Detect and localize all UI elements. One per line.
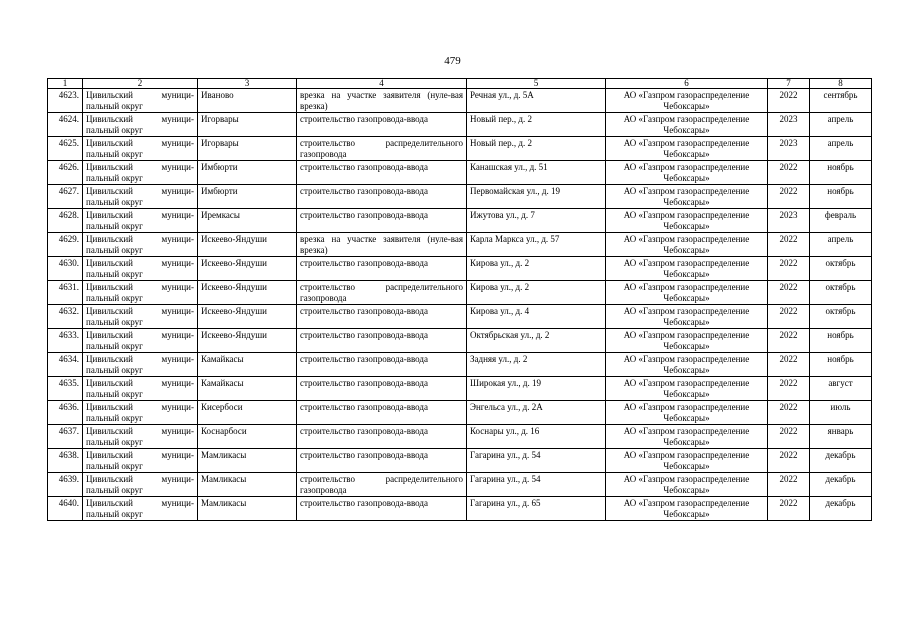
year-cell: 2022 [768,353,810,377]
month-cell: ноябрь [810,329,872,353]
work-type-cell: строительство газопровода-ввода [297,305,467,329]
column-header: 4 [297,79,467,89]
settlement-cell: Искеево-Яндуши [198,233,297,257]
settlement-cell: Мамликасы [198,449,297,473]
table-row [48,185,872,209]
organization-cell: АО «Газпром газораспределение Чебоксары» [606,233,768,257]
organization-cell: АО «Газпром газораспределение Чебоксары» [606,185,768,209]
table-row [48,281,872,305]
work-type-cell: строительство распределительного газопровода [297,473,467,497]
month-cell: апрель [810,233,872,257]
address-cell: Кирова ул., д. 2 [467,281,606,305]
row-number-cell: 4636. [48,401,83,425]
year-cell: 2022 [768,233,810,257]
work-type-cell: врезка на участке заявителя (нуле-вая врезка) [297,233,467,257]
year-cell: 2022 [768,305,810,329]
settlement-cell: Игорвары [198,137,297,161]
table-row [48,209,872,233]
month-cell: ноябрь [810,185,872,209]
table-row [48,473,872,497]
organization-cell: АО «Газпром газораспределение Чебоксары» [606,473,768,497]
row-number-cell: 4627. [48,185,83,209]
organization-cell: АО «Газпром газораспределение Чебоксары» [606,305,768,329]
organization-cell: АО «Газпром газораспределение Чебоксары» [606,113,768,137]
settlement-cell: Кисербоси [198,401,297,425]
address-cell: Новый пер., д. 2 [467,137,606,161]
district-cell: Цивильский муници-пальный округ [83,497,198,521]
month-cell: январь [810,425,872,449]
table-row [48,425,872,449]
organization-cell: АО «Газпром газораспределение Чебоксары» [606,329,768,353]
work-type-cell: строительство газопровода-ввода [297,425,467,449]
year-cell: 2022 [768,497,810,521]
work-type-cell: строительство распределительного газопровода [297,281,467,305]
year-cell: 2022 [768,89,810,113]
year-cell: 2022 [768,425,810,449]
work-type-cell: строительство газопровода-ввода [297,257,467,281]
address-cell: Гагарина ул., д. 54 [467,473,606,497]
organization-cell: АО «Газпром газораспределение Чебоксары» [606,377,768,401]
table-row [48,449,872,473]
district-cell: Цивильский муници-пальный округ [83,281,198,305]
district-cell: Цивильский муници-пальный округ [83,425,198,449]
settlement-cell: Игорвары [198,113,297,137]
row-number-cell: 4623. [48,89,83,113]
organization-cell: АО «Газпром газораспределение Чебоксары» [606,257,768,281]
settlement-cell: Иваново [198,89,297,113]
table-row [48,257,872,281]
district-cell: Цивильский муници-пальный округ [83,89,198,113]
page-number: 479 [444,55,461,67]
row-number-cell: 4634. [48,353,83,377]
month-cell: ноябрь [810,161,872,185]
district-cell: Цивильский муници-пальный округ [83,113,198,137]
row-number-cell: 4635. [48,377,83,401]
work-type-cell: строительство газопровода-ввода [297,497,467,521]
address-cell: Канашская ул., д. 51 [467,161,606,185]
month-cell: ноябрь [810,353,872,377]
work-type-cell: строительство газопровода-ввода [297,209,467,233]
district-cell: Цивильский муници-пальный округ [83,233,198,257]
work-type-cell: строительство газопровода-ввода [297,185,467,209]
settlement-cell: Камайкасы [198,353,297,377]
work-type-cell: строительство газопровода-ввода [297,113,467,137]
address-cell: Ижутова ул., д. 7 [467,209,606,233]
row-number-cell: 4625. [48,137,83,161]
row-number-cell: 4640. [48,497,83,521]
row-number-cell: 4624. [48,113,83,137]
month-cell: август [810,377,872,401]
year-cell: 2022 [768,377,810,401]
column-header: 1 [48,79,83,89]
column-header: 3 [198,79,297,89]
work-type-cell: врезка на участке заявителя (нуле-вая врезка) [297,89,467,113]
work-type-cell: строительство газопровода-ввода [297,377,467,401]
table-row [48,161,872,185]
row-number-cell: 4633. [48,329,83,353]
row-number-cell: 4631. [48,281,83,305]
month-cell: октябрь [810,281,872,305]
organization-cell: АО «Газпром газораспределение Чебоксары» [606,497,768,521]
settlement-cell: Искеево-Яндуши [198,329,297,353]
organization-cell: АО «Газпром газораспределение Чебоксары» [606,137,768,161]
address-cell: Кирова ул., д. 4 [467,305,606,329]
address-cell: Октябрьская ул., д. 2 [467,329,606,353]
month-cell: апрель [810,113,872,137]
district-cell: Цивильский муници-пальный округ [83,185,198,209]
settlement-cell: Имбюрти [198,161,297,185]
work-type-cell: строительство распределительного газопровода [297,137,467,161]
organization-cell: АО «Газпром газораспределение Чебоксары» [606,449,768,473]
district-cell: Цивильский муници-пальный округ [83,329,198,353]
gasification-table [47,78,872,521]
organization-cell: АО «Газпром газораспределение Чебоксары» [606,353,768,377]
year-cell: 2022 [768,473,810,497]
month-cell: октябрь [810,305,872,329]
year-cell: 2023 [768,137,810,161]
settlement-cell: Искеево-Яндуши [198,257,297,281]
settlement-cell: Мамликасы [198,473,297,497]
address-cell: Карла Маркса ул., д. 57 [467,233,606,257]
table-row [48,89,872,113]
work-type-cell: строительство газопровода-ввода [297,353,467,377]
year-cell: 2023 [768,113,810,137]
district-cell: Цивильский муници-пальный округ [83,473,198,497]
table-row [48,113,872,137]
table-row [48,305,872,329]
month-cell: октябрь [810,257,872,281]
address-cell: Гагарина ул., д. 65 [467,497,606,521]
table-row [48,401,872,425]
address-cell: Коснары ул., д. 16 [467,425,606,449]
settlement-cell: Мамликасы [198,497,297,521]
table-row [48,329,872,353]
table-row [48,353,872,377]
month-cell: февраль [810,209,872,233]
year-cell: 2022 [768,401,810,425]
column-header: 6 [606,79,768,89]
settlement-cell: Иремкасы [198,209,297,233]
table-row [48,497,872,521]
organization-cell: АО «Газпром газораспределение Чебоксары» [606,89,768,113]
district-cell: Цивильский муници-пальный округ [83,377,198,401]
district-cell: Цивильский муници-пальный округ [83,353,198,377]
row-number-cell: 4637. [48,425,83,449]
address-cell: Широкая ул., д. 19 [467,377,606,401]
row-number-cell: 4629. [48,233,83,257]
row-number-cell: 4639. [48,473,83,497]
work-type-cell: строительство газопровода-ввода [297,329,467,353]
address-cell: Гагарина ул., д. 54 [467,449,606,473]
column-header: 5 [467,79,606,89]
settlement-cell: Коснарбоси [198,425,297,449]
month-cell: декабрь [810,449,872,473]
table-row [48,377,872,401]
year-cell: 2022 [768,329,810,353]
work-type-cell: строительство газопровода-ввода [297,161,467,185]
address-cell: Кирова ул., д. 2 [467,257,606,281]
year-cell: 2022 [768,161,810,185]
district-cell: Цивильский муници-пальный округ [83,257,198,281]
year-cell: 2023 [768,209,810,233]
district-cell: Цивильский муници-пальный округ [83,137,198,161]
settlement-cell: Камайкасы [198,377,297,401]
row-number-cell: 4638. [48,449,83,473]
settlement-cell: Имбюрти [198,185,297,209]
organization-cell: АО «Газпром газораспределение Чебоксары» [606,209,768,233]
month-cell: сентябрь [810,89,872,113]
month-cell: июль [810,401,872,425]
district-cell: Цивильский муници-пальный округ [83,305,198,329]
settlement-cell: Искеево-Яндуши [198,305,297,329]
column-header: 8 [810,79,872,89]
row-number-cell: 4632. [48,305,83,329]
month-cell: апрель [810,137,872,161]
table-row [48,233,872,257]
organization-cell: АО «Газпром газораспределение Чебоксары» [606,425,768,449]
year-cell: 2022 [768,185,810,209]
settlement-cell: Искеево-Яндуши [198,281,297,305]
address-cell: Речная ул., д. 5А [467,89,606,113]
organization-cell: АО «Газпром газораспределение Чебоксары» [606,281,768,305]
address-cell: Первомайская ул., д. 19 [467,185,606,209]
district-cell: Цивильский муници-пальный округ [83,161,198,185]
address-cell: Новый пер., д. 2 [467,113,606,137]
column-header: 2 [83,79,198,89]
row-number-cell: 4630. [48,257,83,281]
work-type-cell: строительство газопровода-ввода [297,449,467,473]
row-number-cell: 4628. [48,209,83,233]
header-row [48,79,872,89]
district-cell: Цивильский муници-пальный округ [83,209,198,233]
year-cell: 2022 [768,449,810,473]
column-header: 7 [768,79,810,89]
organization-cell: АО «Газпром газораспределение Чебоксары» [606,401,768,425]
month-cell: декабрь [810,497,872,521]
row-number-cell: 4626. [48,161,83,185]
year-cell: 2022 [768,281,810,305]
work-type-cell: строительство газопровода-ввода [297,401,467,425]
month-cell: декабрь [810,473,872,497]
table-body [48,79,872,521]
year-cell: 2022 [768,257,810,281]
table-row [48,137,872,161]
district-cell: Цивильский муници-пальный округ [83,449,198,473]
address-cell: Задняя ул., д. 2 [467,353,606,377]
address-cell: Энгельса ул., д. 2А [467,401,606,425]
organization-cell: АО «Газпром газораспределение Чебоксары» [606,161,768,185]
district-cell: Цивильский муници-пальный округ [83,401,198,425]
